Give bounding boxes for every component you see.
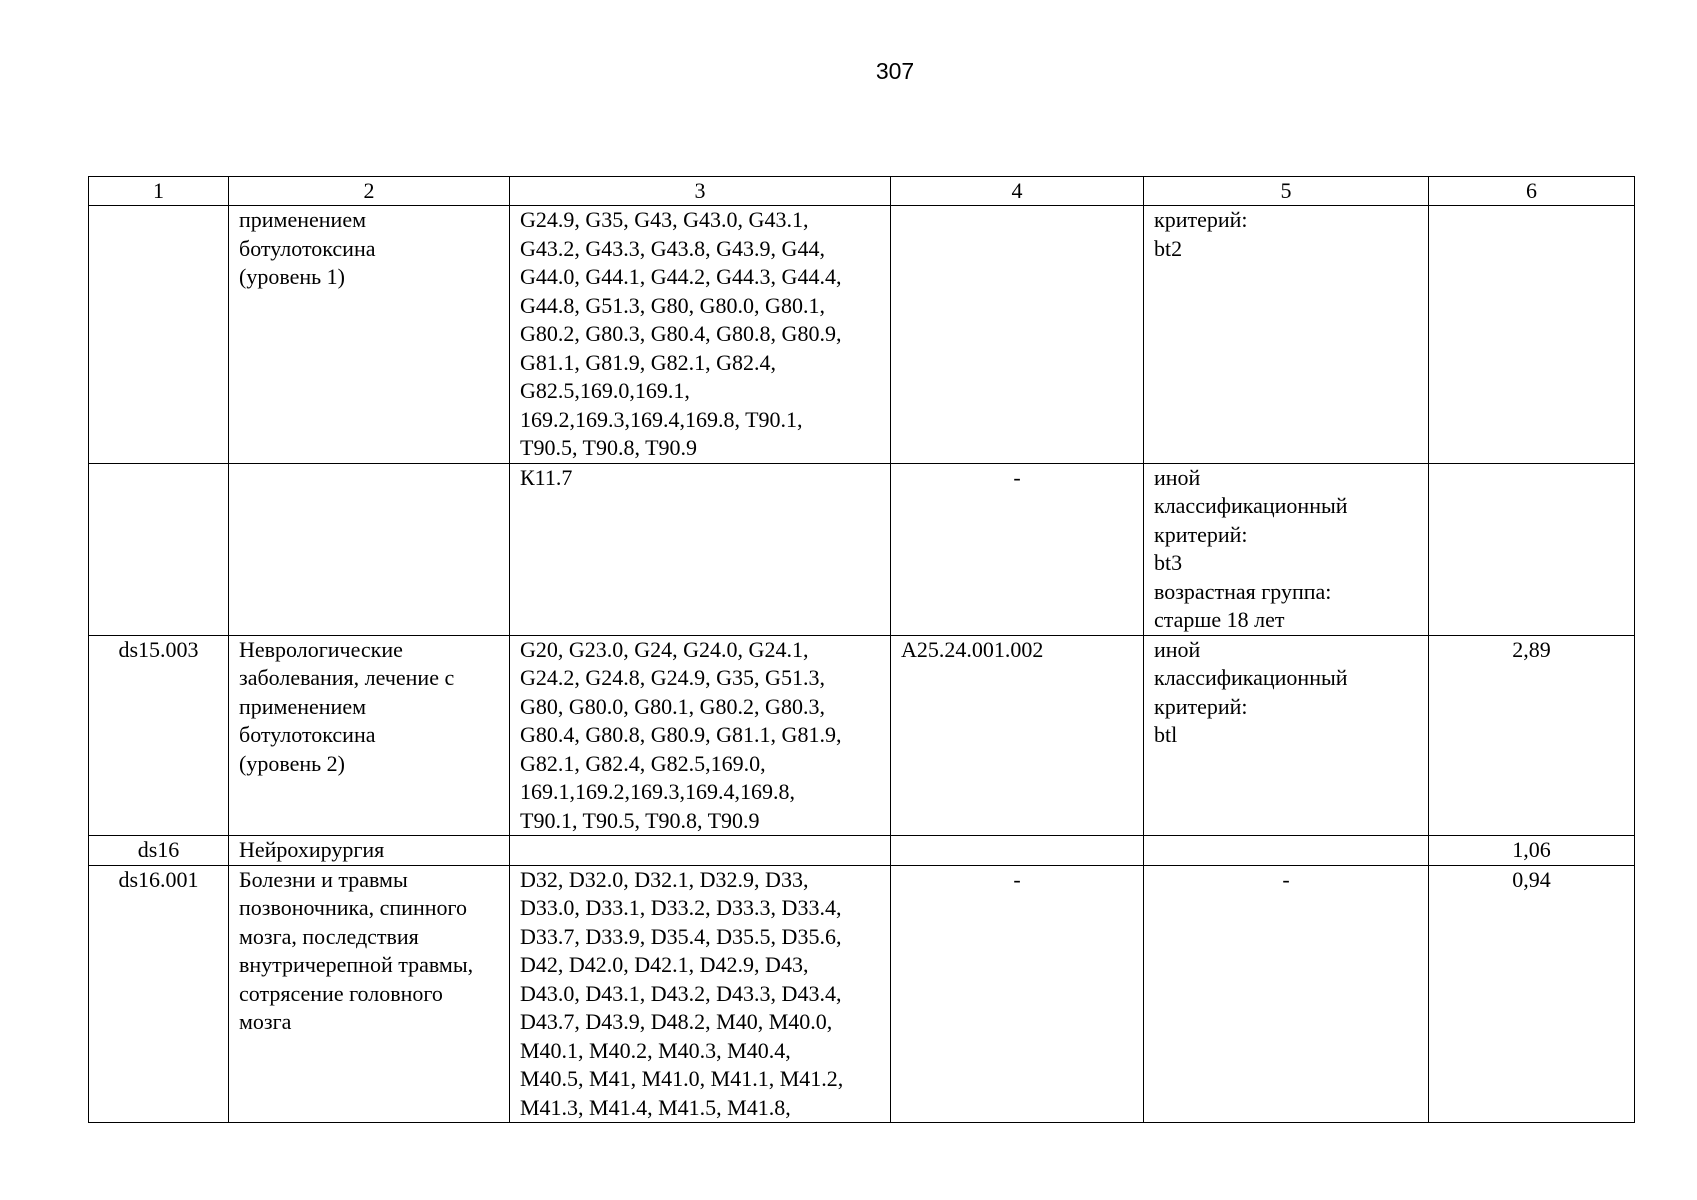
criteria-cell [1144, 836, 1429, 866]
table-row [89, 865, 1635, 1123]
name-cell [229, 463, 510, 635]
diagnoses-cell: G24.9, G35, G43, G43.0, G43.1, G43.2, G43.3, G43.8, G43.9, G44, G44.0, G44.1, G44.2, G44.3, G44.4, G44.8, G51.3, G80, G80.0, G80.1, G80.2, G80.3, G80.4, G80.8, G80.9, G81.1, G81.9, G82.1, G82.4, G82.5,169.0,169.1, 169.2,169.3,169.4,169.8, T90.1, T90.5, T90.8, T90.9 [510, 206, 891, 464]
code-cell: ds15.003 [89, 635, 229, 836]
coefficient-cell [1429, 206, 1635, 464]
tariff-table [88, 176, 1635, 1123]
diagnoses-cell: К11.7 [510, 463, 891, 635]
coefficient-cell: 2,89 [1429, 635, 1635, 836]
name-cell: Болезни и травмы позвоночника, спинного мозга, последствия внутричерепной травмы, сотрясение головного мозга [229, 865, 510, 1123]
criteria-cell: - [1144, 865, 1429, 1123]
diagnoses-cell: D32, D32.0, D32.1, D32.9, D33, D33.0, D33.1, D33.2, D33.3, D33.4, D33.7, D33.9, D35.4, D35.5, D35.6, D42, D42.0, D42.1, D42.9, D43, D43.0, D43.1, D43.2, D43.3, D43.4, D43.7, D43.9, D48.2, M40, M40.0, M40.1, M40.2, M40.3, M40.4, M40.5, M41, M41.0, M41.1, M41.2, M41.3, M41.4, M41.5, M41.8, [510, 865, 891, 1123]
services-cell [891, 836, 1144, 866]
code-cell: ds16 [89, 836, 229, 866]
header-cell: 5 [1144, 177, 1429, 206]
header-cell: 1 [89, 177, 229, 206]
criteria-cell: иной классификационный критерий: bt3 возрастная группа: старше 18 лет [1144, 463, 1429, 635]
code-cell [89, 206, 229, 464]
services-cell: - [891, 463, 1144, 635]
header-cell: 6 [1429, 177, 1635, 206]
diagnoses-cell: G20, G23.0, G24, G24.0, G24.1, G24.2, G24.8, G24.9, G35, G51.3, G80, G80.0, G80.1, G80.2, G80.3, G80.4, G80.8, G80.9, G81.1, G81.9, G82.1, G82.4, G82.5,169.0, 169.1,169.2,169.3,169.4,169.8, T90.1, T90.5, T90.8, T90.9 [510, 635, 891, 836]
header-cell: 2 [229, 177, 510, 206]
code-cell: ds16.001 [89, 865, 229, 1123]
name-cell: Нейрохирургия [229, 836, 510, 866]
header-cell: 3 [510, 177, 891, 206]
table-row [89, 635, 1635, 836]
coefficient-cell [1429, 463, 1635, 635]
services-cell [891, 206, 1144, 464]
table-header-row [89, 177, 1635, 206]
coefficient-cell: 1,06 [1429, 836, 1635, 866]
table-row [89, 836, 1635, 866]
page-number: 307 [875, 58, 915, 84]
table-row [89, 463, 1635, 635]
header-cell: 4 [891, 177, 1144, 206]
criteria-cell: иной классификационный критерий: btl [1144, 635, 1429, 836]
code-cell [89, 463, 229, 635]
diagnoses-cell [510, 836, 891, 866]
name-cell: Неврологические заболевания, лечение с применением ботулотоксина (уровень 2) [229, 635, 510, 836]
criteria-cell: критерий: bt2 [1144, 206, 1429, 464]
table-row [89, 206, 1635, 464]
services-cell: A25.24.001.002 [891, 635, 1144, 836]
coefficient-cell: 0,94 [1429, 865, 1635, 1123]
name-cell: применением ботулотоксина (уровень 1) [229, 206, 510, 464]
services-cell: - [891, 865, 1144, 1123]
